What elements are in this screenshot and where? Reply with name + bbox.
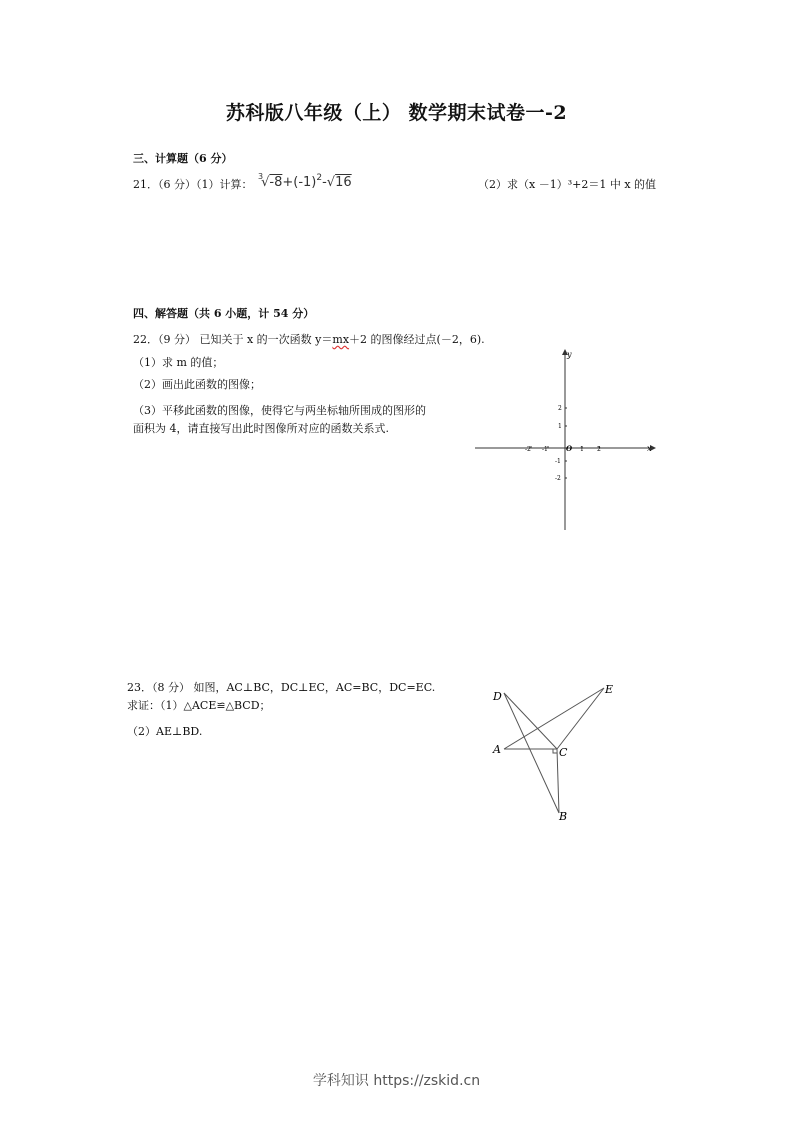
y-tick-label: -1 — [555, 458, 561, 465]
question-22-stem — [133, 331, 485, 347]
question-22-part-1: （1）求 m 的值； — [133, 356, 224, 369]
triangle-figure — [488, 678, 623, 828]
expr-middle: +(-1) — [282, 175, 317, 190]
question-23-stem: 23．（8 分） 如图，AC⊥BC，DC⊥EC，AC=BC，DC=EC. — [127, 681, 436, 694]
question-22-stem-b: ＋2 的图像经过点(－2，6). — [349, 333, 485, 346]
question-22-stem-mx: mx — [332, 333, 350, 346]
question-22-part-3a: （3）平移此函数的图像，使得它与两坐标轴所围成的图形的 — [133, 404, 426, 417]
page-title: 苏科版八年级（上） 数学期末试卷一-2 — [225, 102, 568, 124]
right-angle-mark — [553, 749, 557, 753]
y-tick-label: 1 — [558, 423, 562, 430]
y-axis-label: y — [567, 350, 572, 359]
expr-minus: - — [322, 175, 327, 190]
question-23-part-2: （2）AE⊥BD. — [127, 725, 203, 738]
point-label-B: B — [559, 810, 568, 823]
x-tick-label: 2 — [597, 446, 601, 453]
root-index: 3 — [258, 172, 264, 181]
origin-label: O — [566, 444, 573, 453]
y-tick-label: -2 — [555, 475, 561, 482]
x-axis-label: x — [647, 444, 652, 453]
point-label-A: A — [493, 743, 501, 756]
point-label-D: D — [493, 690, 502, 703]
question-21-prefix: 21．（6 分）（1）计算： — [133, 178, 253, 191]
question-21-expression — [258, 172, 352, 190]
question-23-part-1: 求证：（1）△ACE≌△BCD； — [127, 699, 271, 712]
section-3-heading: 三、计算题（6 分） — [133, 152, 233, 165]
radicand-1: -8 — [269, 175, 283, 190]
segment-AE — [504, 688, 604, 749]
segment-DB — [504, 693, 559, 813]
x-tick-label: 1 — [580, 446, 584, 453]
y-tick-label: 2 — [558, 405, 562, 412]
question-21-part-2: （2）求（x －1）³+2＝1 中 x 的值 — [478, 178, 657, 191]
radicand-2: 16 — [335, 175, 352, 190]
point-label-C: C — [559, 746, 568, 759]
footer-watermark: 学科知识 https://zskid.cn — [312, 1073, 481, 1089]
coordinate-axes-figure — [470, 345, 660, 535]
question-22-part-2: （2）画出此函数的图像； — [133, 378, 261, 391]
question-22-stem-a: 22．（9 分） 已知关于 x 的一次函数 y＝ — [133, 333, 333, 346]
x-tick-label: -1 — [542, 446, 548, 453]
x-tick-label: -2 — [525, 446, 531, 453]
exponent: 2 — [316, 173, 323, 183]
segment-CE — [557, 688, 604, 749]
question-22-part-3b: 面积为 4，请直接写出此时图像所对应的函数关系式. — [133, 422, 389, 435]
point-label-E: E — [605, 683, 614, 696]
radical-sign: √ — [261, 175, 270, 190]
section-4-heading: 四、解答题（共 6 小题，计 54 分） — [133, 307, 315, 320]
radical-sign-2: √ — [326, 175, 336, 190]
